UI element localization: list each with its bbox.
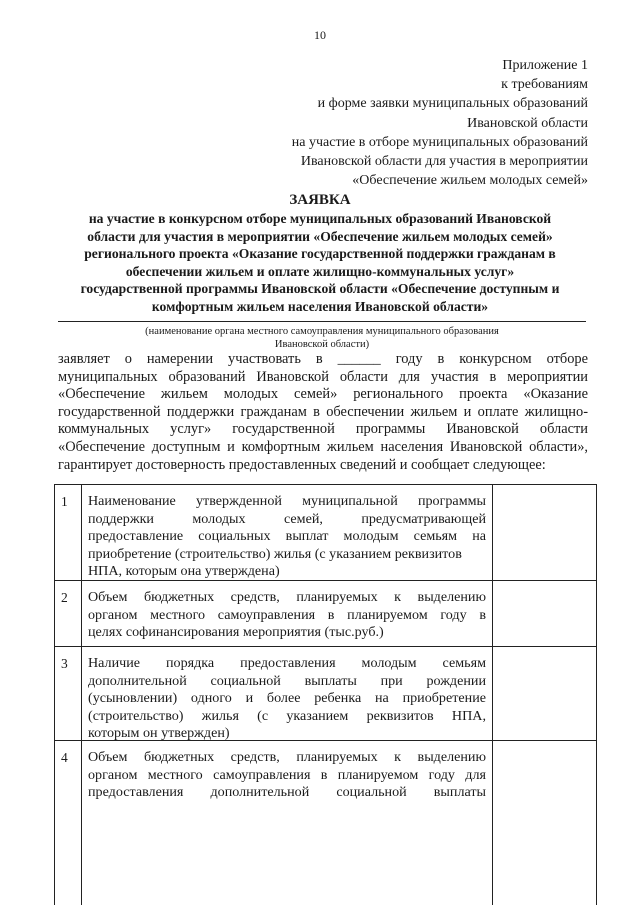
row-value-cell[interactable] — [493, 485, 596, 580]
row-number: 2 — [61, 590, 68, 605]
body-line: муниципальных образований Ивановской области для участия в мероприятии — [58, 368, 588, 385]
subtitle-line: государственной программы Ивановской области «Обеспечение доступным и — [80, 281, 560, 297]
caption-line: Ивановской области) — [274, 339, 370, 350]
body-line: «Обеспечение жильем молодых семей» регионального проекта «Оказание — [58, 386, 588, 403]
body-paragraph — [58, 351, 588, 474]
row-value-cell[interactable] — [493, 581, 596, 646]
annex-line: Ивановской области — [467, 115, 588, 131]
annex-header — [228, 56, 588, 190]
row-number: 1 — [61, 494, 68, 509]
page-number: 10 — [314, 28, 326, 42]
table-row — [55, 581, 596, 647]
row-value-cell[interactable] — [493, 741, 596, 905]
annex-line: «Обеспечение жильем молодых семей» — [352, 173, 588, 189]
annex-line: к требованиям — [501, 77, 588, 93]
body-line: заявляет о намерении участвовать в ______ году в конкурсном отборе — [58, 351, 588, 367]
table-row — [55, 647, 596, 741]
subtitle-line: регионального проекта «Оказание государственной поддержки гражданам в — [84, 246, 556, 262]
annex-line: Ивановской области для участия в мероприятии — [300, 154, 588, 170]
subtitle-line: области для участия в мероприятии «Обеспечение жильем молодых семей» — [87, 228, 553, 244]
document-subtitle — [40, 210, 600, 316]
caption-line: (наименование органа местного самоуправления муниципального образования — [145, 326, 499, 337]
row-description: Наименование утвержденной муниципальной программы поддержки молодых семей, предусматривающей предоставление социальных выплат молодым семьям на приобретение (строительство) жилья (с указанием реквизитов НПА, которым она утверждена) — [88, 493, 486, 580]
subtitle-line: обеспечении жильем и оплате жилищно-коммунальных услуг» — [125, 263, 515, 279]
subtitle-line: комфортным жильем населения Ивановской области» — [151, 298, 489, 314]
body-line: гарантирует достоверность предоставленных сведений и сообщает следующее: — [58, 456, 546, 473]
authority-name-caption — [58, 325, 586, 351]
row-number: 4 — [61, 750, 68, 765]
annex-line: Приложение 1 — [502, 58, 588, 73]
body-line: коммунальных услуг» государственной программы Ивановской области — [58, 421, 588, 438]
row-description: Наличие порядка предоставления молодым семьям дополнительной социальной выплаты при рождении (усыновлении) одного и более ребенка на приобретение (строительство) жилья (с указанием реквизитов НПА, которым он утвержден) — [88, 655, 486, 742]
annex-line: на участие в отборе муниципальных образований — [291, 134, 588, 150]
row-value-cell[interactable] — [493, 647, 596, 740]
row-description: Объем бюджетных средств, планируемых к выделению органом местного самоуправления в планируемом году в целях софинансирования мероприятия (тыс.руб.) — [88, 589, 486, 641]
body-line: государственной поддержки гражданам в обеспечении жильем и оплате жилищно- — [58, 403, 588, 420]
annex-line: и форме заявки муниципальных образований — [317, 96, 588, 112]
document-title: ЗАЯВКА — [289, 192, 351, 208]
body-line: «Обеспечение доступным и комфортным жильем населения Ивановской области», — [58, 438, 588, 455]
subtitle-line: на участие в конкурсном отборе муниципальных образований Ивановской — [88, 211, 552, 226]
row-number: 3 — [61, 656, 68, 671]
table-row — [55, 485, 596, 581]
row-description: Объем бюджетных средств, планируемых к выделению органом местного самоуправления в планируемом году для предоставления дополнительной социальной выплаты — [88, 749, 486, 801]
table-row — [55, 741, 596, 905]
application-table — [54, 484, 597, 905]
authority-name-line — [58, 321, 586, 322]
